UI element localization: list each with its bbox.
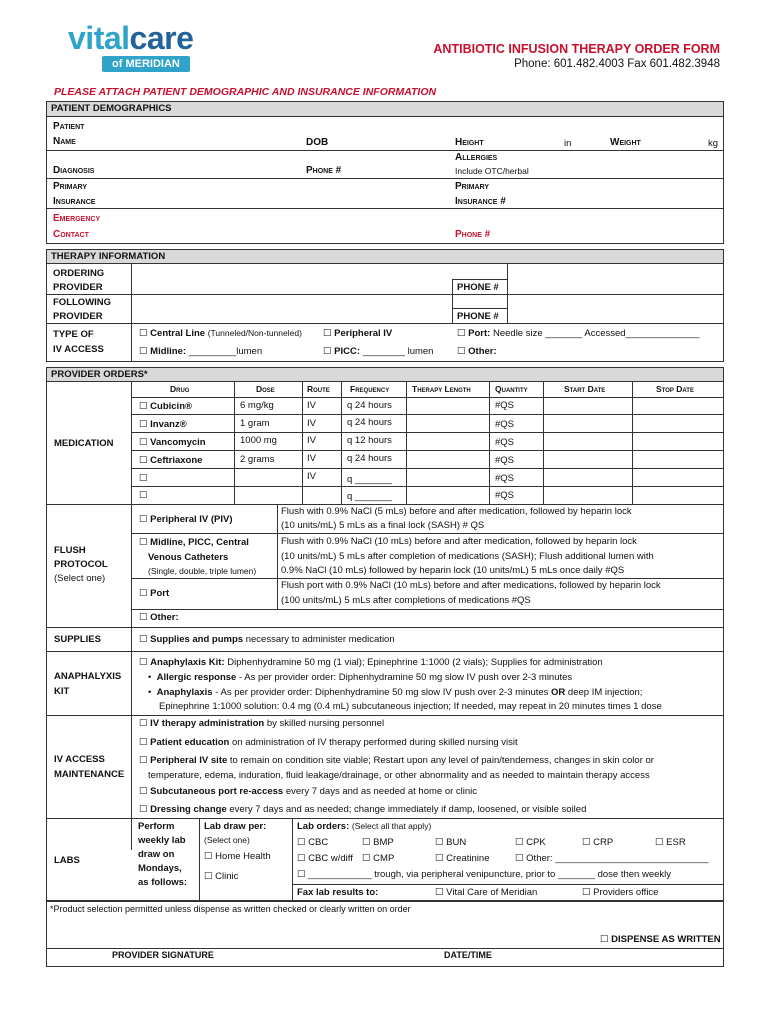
med-row-4-drug[interactable] — [139, 455, 202, 466]
flush-other-option[interactable] — [139, 612, 179, 623]
following-label: FOLLOWING — [53, 297, 112, 308]
perform-3: draw on — [138, 849, 175, 860]
med-row-1-checkbox[interactable]: ☐ — [139, 401, 148, 412]
med-row-2-checkbox[interactable]: ☐ — [139, 419, 148, 430]
cpk-label: CPK — [526, 837, 546, 848]
date-time-label: DATE/TIME — [444, 950, 492, 960]
cmp-checkbox[interactable]: ☐ — [362, 853, 371, 864]
supplies-option[interactable] — [139, 634, 395, 645]
bmp-option[interactable] — [362, 837, 394, 848]
cbc-diff-label: CBC w/diff — [308, 853, 353, 864]
bmp-checkbox[interactable]: ☐ — [362, 837, 371, 848]
peripheral-iv-site-text-2: temperature, edema, induration, fluid leakage/drainage, or other abnormality and as needed to maintain therapy access — [148, 770, 650, 781]
subq-port-checkbox[interactable]: ☐ — [139, 786, 148, 797]
fax-vital-care-checkbox[interactable]: ☐ — [435, 887, 444, 898]
med-row-4-freq: q 24 hours — [347, 453, 392, 464]
patient-education-option[interactable] — [139, 737, 518, 748]
type-of-label: TYPE OF — [53, 329, 94, 340]
lab-draw-per-label: Lab draw per: — [204, 821, 267, 832]
form-title: ANTIBIOTIC INFUSION THERAPY ORDER FORM — [433, 42, 720, 56]
flush-port-label: Port — [150, 588, 170, 599]
phone-fax: Phone: 601.482.4003 Fax 601.482.3948 — [514, 58, 720, 70]
iv-therapy-admin-text: by skilled nursing personnel — [264, 718, 385, 729]
anaphylaxis-text-3: Epinephrine 1:1000 solution: 0.4 mg (0.4 mL) subcutaneous injection; If needed, may repeat in 20 minutes times 1 dose — [159, 701, 662, 712]
dob-label: DOB — [306, 137, 329, 148]
drug-header: Drug — [170, 384, 190, 394]
flush-venous-label: Venous Catheters — [148, 552, 229, 563]
home-health-option[interactable] — [204, 851, 271, 862]
supplies-bold: Supplies and pumps — [150, 634, 244, 645]
flush-midline-option[interactable] — [139, 537, 249, 548]
anaphylaxis-bold: Anaphylaxis — [156, 687, 213, 698]
med-row-4-dose: 2 grams — [240, 454, 275, 465]
clinic-checkbox[interactable]: ☐ — [204, 871, 213, 882]
med-row-5-checkbox[interactable]: ☐ — [139, 473, 148, 484]
picc-label: PICC: — [334, 346, 361, 357]
orders-header: PROVIDER ORDERS* — [47, 368, 723, 382]
med-row-4-checkbox[interactable]: ☐ — [139, 455, 148, 466]
dispense-as-written-option[interactable] — [600, 934, 721, 945]
cbc-diff-option[interactable] — [297, 853, 353, 864]
picc-detail: ________ lumen — [362, 346, 434, 357]
midline-checkbox[interactable]: ☐ — [139, 346, 148, 357]
flush-port-option[interactable] — [139, 588, 169, 599]
med-row-1-drug[interactable] — [139, 401, 192, 412]
central-line-label: Central Line — [150, 328, 206, 339]
anaphylaxis-kit-text: Diphenhydramine 50 mg (1 vial); Epinephrine 1:1000 (2 vials); Supplies for administration — [224, 657, 603, 668]
peripheral-iv-option[interactable] — [323, 328, 392, 339]
stop-date-header: Stop Date — [656, 384, 694, 394]
flush-select-one: (Select one) — [54, 573, 106, 584]
fax-providers-office-option[interactable] — [582, 887, 658, 898]
peripheral-iv-site-text-1: to remain on condition site viable; Restart upon any level of pain/tenderness, changes in skin color or — [227, 755, 654, 766]
anaphylaxis-kit-checkbox[interactable]: ☐ — [139, 657, 148, 668]
name-label: Name — [53, 136, 76, 147]
cpk-option[interactable] — [515, 837, 546, 848]
contact-label: Contact — [53, 229, 89, 240]
creatinine-checkbox[interactable]: ☐ — [435, 853, 444, 864]
perform-4: Mondays, — [138, 863, 182, 874]
flush-port-text-2: (100 units/mL) 5 mLs after completions of medications #QS — [281, 595, 531, 606]
quantity-header: Quantity — [495, 384, 528, 394]
med-row-2-qty: #QS — [495, 419, 515, 430]
supplies-checkbox[interactable]: ☐ — [139, 634, 148, 645]
ordering-provider-label: PROVIDER — [53, 282, 103, 293]
flush-mid-text-1: Flush with 0.9% NaCl (10 mLs) before and after medication, followed by heparin lock — [281, 536, 637, 547]
cbc-label: CBC — [308, 837, 329, 848]
med-row-2-freq: q 24 hours — [347, 417, 392, 428]
perform-2: weekly lab — [138, 835, 186, 846]
subq-port-bold: Subcutaneous port re-access — [150, 786, 284, 797]
height-unit: in — [564, 138, 572, 149]
attach-note: PLEASE ATTACH PATIENT DEMOGRAPHIC AND INSURANCE INFORMATION — [54, 86, 437, 98]
other-access-checkbox[interactable]: ☐ — [457, 346, 466, 357]
lab-orders-select-all: (Select all that apply) — [351, 821, 432, 831]
flush-mid-text-2: (10 units/mL) 5 mLs after completion of medications (SASH); Flush additional lumen with — [281, 551, 654, 562]
picc-checkbox[interactable]: ☐ — [323, 346, 332, 357]
other-lab-label: Other: _____________________________ — [526, 853, 709, 864]
allergies-label: Allergies — [455, 152, 498, 163]
patient-education-bold: Patient education — [150, 737, 230, 748]
crp-label: CRP — [593, 837, 614, 848]
allergies-note: Include OTC/herbal — [455, 166, 529, 176]
flush-piv-checkbox[interactable]: ☐ — [139, 514, 148, 525]
cpk-checkbox[interactable]: ☐ — [515, 837, 524, 848]
other-lab-option[interactable] — [515, 853, 708, 864]
peripheral-iv-site-checkbox[interactable]: ☐ — [139, 755, 148, 766]
med-row-4-qty: #QS — [495, 455, 515, 466]
port-detail: Needle size _______ Accessed______________ — [492, 328, 700, 339]
med-row-5-route: IV — [307, 471, 316, 482]
med-row-3-qty: #QS — [495, 437, 515, 448]
dressing-change-checkbox[interactable]: ☐ — [139, 804, 148, 815]
trough-label: ____________ trough, via peripheral venipuncture, prior to _______ dose then weekly — [308, 869, 672, 880]
central-line-checkbox[interactable]: ☐ — [139, 328, 148, 339]
med-row-2-drug[interactable] — [139, 419, 187, 430]
iv-therapy-admin-option[interactable] — [139, 718, 384, 729]
med-row-4-drug-label: Ceftriaxone — [150, 455, 203, 466]
esr-checkbox[interactable]: ☐ — [655, 837, 664, 848]
patient-demographics-section — [46, 101, 724, 244]
dressing-change-bold: Dressing change — [150, 804, 227, 815]
flush-port-text-1: Flush port with 0.9% NaCl (10 mLs) before and after medications, followed by heparin lock — [281, 580, 661, 591]
creatinine-option[interactable] — [435, 853, 489, 864]
med-row-6-drug[interactable] — [139, 490, 148, 501]
med-row-1-route: IV — [307, 400, 316, 411]
patient-label: Patient — [53, 121, 85, 132]
other-lab-checkbox[interactable]: ☐ — [515, 853, 524, 864]
labs-label: LABS — [54, 855, 80, 866]
logo-subtitle: of MERIDIAN — [102, 56, 190, 72]
med-row-6-freq: q _______ — [347, 491, 392, 502]
dressing-change-text: every 7 days and as needed; change immediately if damp, loosened, or visible soiled — [226, 804, 587, 815]
med-row-5-freq: q _______ — [347, 474, 392, 485]
subq-port-option[interactable] — [139, 786, 477, 797]
anaphylaxis-or: OR — [551, 687, 566, 698]
therapy-length-header: Therapy Length — [412, 384, 471, 394]
bun-option[interactable] — [435, 837, 466, 848]
insurance-label: Insurance — [53, 196, 96, 207]
med-row-6-qty: #QS — [495, 490, 515, 501]
med-row-3-drug[interactable] — [139, 437, 206, 448]
port-option[interactable] — [457, 328, 700, 339]
emergency-label: Emergency — [53, 213, 101, 224]
flush-other-label: Other: — [150, 612, 179, 623]
ordering-phone-label: PHONE # — [457, 282, 499, 293]
anaphylaxis-kit-bold: Anaphylaxis Kit: — [150, 657, 225, 668]
anaphylaxis-text-2: deep IM injection; — [565, 687, 643, 698]
cmp-option[interactable] — [362, 853, 394, 864]
following-provider-label: PROVIDER — [53, 311, 103, 322]
other-access-option[interactable] — [457, 346, 497, 357]
patient-education-text: on administration of IV therapy performed during skilled nursing visit — [229, 737, 518, 748]
midline-label: Midline: — [150, 346, 187, 357]
lab-orders-heading — [297, 821, 431, 832]
supplies-text: necessary to administer medication — [243, 634, 395, 645]
bmp-label: BMP — [373, 837, 394, 848]
creatinine-label: Creatinine — [446, 853, 490, 864]
med-row-6-checkbox[interactable]: ☐ — [139, 490, 148, 501]
allergic-response-bold: Allergic response — [156, 672, 237, 683]
central-line-option[interactable] — [139, 328, 302, 339]
route-header: Route — [307, 384, 330, 394]
medication-label: MEDICATION — [54, 438, 114, 449]
primary-label: Primary — [53, 181, 88, 192]
flush-piv-text-1: Flush with 0.9% NaCl (5 mLs) before and after medication, followed by heparin lock — [281, 506, 632, 517]
lab-draw-select-one: (Select one) — [204, 835, 250, 845]
med-row-3-dose: 1000 mg — [240, 435, 277, 446]
phone-label: Phone # — [306, 165, 342, 176]
med-row-5-qty: #QS — [495, 473, 515, 484]
bun-checkbox[interactable]: ☐ — [435, 837, 444, 848]
ordering-label: ORDERING — [53, 268, 105, 279]
maintenance-label: MAINTENANCE — [54, 769, 125, 780]
flush-piv-text-2: (10 units/mL) 5 mLs as a final lock (SASH) # QS — [281, 520, 485, 531]
insurance-number-label: Insurance # — [455, 196, 506, 207]
fax-providers-office-label: Providers office — [593, 887, 659, 898]
port-label: Port: — [468, 328, 491, 339]
iv-therapy-admin-checkbox[interactable]: ☐ — [139, 718, 148, 729]
med-row-2-route: IV — [307, 418, 316, 429]
med-row-1-freq: q 24 hours — [347, 400, 392, 411]
peripheral-iv-checkbox[interactable]: ☐ — [323, 328, 332, 339]
clinic-option[interactable] — [204, 871, 238, 882]
peripheral-iv-site-bold: Peripheral IV site — [150, 755, 228, 766]
fax-providers-office-checkbox[interactable]: ☐ — [582, 887, 591, 898]
cmp-label: CMP — [373, 853, 395, 864]
home-health-checkbox[interactable]: ☐ — [204, 851, 213, 862]
med-row-1-dose: 6 mg/kg — [240, 400, 274, 411]
perform-1: Perform — [138, 821, 175, 832]
med-row-3-drug-label: Vancomycin — [150, 437, 206, 448]
crp-checkbox[interactable]: ☐ — [582, 837, 591, 848]
dressing-change-option[interactable] — [139, 804, 586, 815]
med-row-4-route: IV — [307, 453, 316, 464]
kit-label: KIT — [54, 686, 70, 697]
med-row-3-route: IV — [307, 435, 316, 446]
perform-5: as follows: — [138, 877, 188, 888]
following-phone-label: PHONE # — [457, 311, 499, 322]
allergic-response-text: - As per provider order: Diphenhydramine 50 mg slow IV push over 2-3 minutes — [236, 672, 573, 683]
picc-option[interactable] — [323, 346, 433, 357]
med-row-1-drug-label: Cubicin® — [150, 401, 193, 412]
frequency-header: Frequency — [350, 384, 390, 394]
weight-label: Weight — [610, 137, 641, 148]
subq-port-text: every 7 days and as needed at home or clinic — [283, 786, 478, 797]
crp-option[interactable] — [582, 837, 613, 848]
dispense-as-written-label: DISPENSE AS WRITTEN — [611, 934, 721, 945]
emergency-phone-label: Phone # — [455, 229, 491, 240]
med-row-1-qty: #QS — [495, 400, 515, 411]
logo-vital: vital — [68, 20, 130, 56]
med-row-3-checkbox[interactable]: ☐ — [139, 437, 148, 448]
med-row-5-drug[interactable] — [139, 473, 148, 484]
logo-care: care — [129, 20, 194, 56]
product-selection-note: *Product selection permitted unless dispense as written checked or clearly written on order — [50, 904, 411, 914]
cbc-option[interactable] — [297, 837, 328, 848]
clinic-label: Clinic — [215, 871, 239, 882]
home-health-label: Home Health — [215, 851, 271, 862]
iv-therapy-admin-bold: IV therapy administration — [150, 718, 265, 729]
med-row-2-dose: 1 gram — [240, 418, 270, 429]
cbc-diff-checkbox[interactable]: ☐ — [297, 853, 306, 864]
dose-header: Dose — [256, 384, 275, 394]
flush-midline-checkbox[interactable]: ☐ — [139, 537, 148, 548]
iv-access-maint-label: IV ACCESS — [54, 754, 105, 765]
bun-label: BUN — [446, 837, 467, 848]
fax-vital-care-label: Vital Care of Meridian — [446, 887, 538, 898]
flush-other-checkbox[interactable]: ☐ — [139, 612, 148, 623]
other-access-label: Other: — [468, 346, 497, 357]
flush-mid-text-3: 0.9% NaCl (10 mLs) followed by heparin lock (10 units/mL) 5 mLs once daily #QS — [281, 565, 625, 576]
lab-orders-label: Lab orders: — [297, 821, 350, 832]
anaphylaxis-item: • Anaphylaxis - As per provider order: Diphenhydramine 50 mg slow IV push over 2-3 minutes OR deep IM injection; — [148, 687, 643, 698]
midline-detail: _________lumen — [188, 346, 263, 357]
vitalcare-logo — [68, 22, 193, 72]
dispense-as-written-checkbox[interactable]: ☐ — [600, 934, 609, 945]
flush-port-checkbox[interactable]: ☐ — [139, 588, 148, 599]
protocol-label: PROTOCOL — [54, 559, 108, 570]
fax-vital-care-option[interactable] — [435, 887, 537, 898]
supplies-label: SUPPLIES — [54, 634, 101, 645]
flush-midline-label: Midline, PICC, Central — [150, 537, 249, 548]
peripheral-iv-site-option[interactable] — [139, 755, 654, 766]
trough-option[interactable] — [297, 869, 671, 880]
trough-checkbox[interactable]: ☐ — [297, 869, 306, 880]
flush-lumen-note: (Single, double, triple lumen) — [148, 566, 257, 576]
height-label: Height — [455, 137, 484, 148]
allergic-response-item: • Allergic response - As per provider order: Diphenhydramine 50 mg slow IV push over 2-3 minutes — [148, 672, 573, 683]
anaphylaxis-text-1: - As per provider order: Diphenhydramine 50 mg slow IV push over 2-3 minutes — [212, 687, 552, 698]
flush-piv-option[interactable] — [139, 514, 233, 525]
diagnosis-label: Diagnosis — [53, 165, 95, 176]
anaphylaxis-kit-option[interactable] — [139, 657, 603, 668]
iv-access-label: IV ACCESS — [53, 344, 104, 355]
cbc-checkbox[interactable]: ☐ — [297, 837, 306, 848]
anaphylaxis-label: ANAPHALYXIS — [54, 671, 122, 682]
flush-piv-label: Peripheral IV (PIV) — [150, 514, 233, 525]
peripheral-iv-label: Peripheral IV — [334, 328, 393, 339]
esr-option[interactable] — [655, 837, 686, 848]
flush-label: FLUSH — [54, 545, 86, 556]
start-date-header: Start Date — [564, 384, 606, 394]
patient-education-checkbox[interactable]: ☐ — [139, 737, 148, 748]
med-row-2-drug-label: Invanz® — [150, 419, 187, 430]
therapy-header: THERAPY INFORMATION — [47, 250, 723, 264]
primary-label-2: Primary — [455, 181, 490, 192]
fax-results-label: Fax lab results to: — [297, 887, 379, 898]
port-checkbox[interactable]: ☐ — [457, 328, 466, 339]
provider-signature-label: PROVIDER SIGNATURE — [112, 950, 214, 960]
med-row-3-freq: q 12 hours — [347, 435, 392, 446]
weight-unit: kg — [708, 138, 719, 149]
esr-label: ESR — [666, 837, 686, 848]
demographics-header: PATIENT DEMOGRAPHICS — [47, 102, 723, 117]
central-line-note: (Tunneled/Non-tunneled) — [207, 328, 302, 338]
midline-option[interactable] — [139, 346, 262, 357]
